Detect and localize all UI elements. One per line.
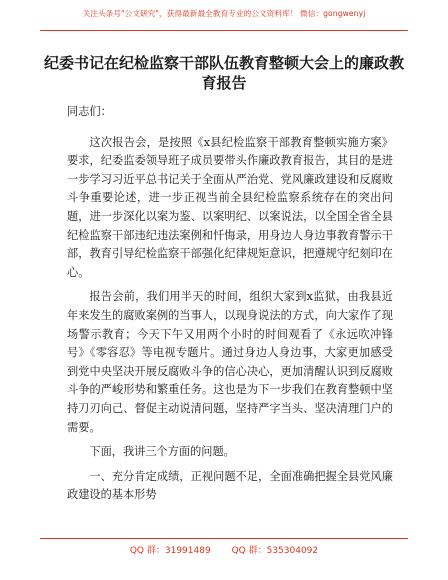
footer-divider <box>40 538 408 539</box>
banner-divider <box>40 30 408 31</box>
section-heading-1: 一、充分肯定成绩，正视问题不足，全面准确把握全县党风廉政建设的基本形势 <box>67 469 393 502</box>
banner-text: 关注头条号"公文研究"，获得最新最全教育专业的公文资料库！ 微信：gongwenyj <box>82 9 366 18</box>
footer <box>0 543 448 556</box>
document-title: 纪委书记在纪检监察干部队伍教育整顿大会上的廉政教育报告 <box>43 54 404 92</box>
greeting: 同志们： <box>67 105 112 118</box>
body-paragraph-2: 报告会前，我们用半天的时间，组织大家到x监狱，由我县近年来发生的腐败案例的当事人，以现身说法的方式，向大家作了现场警示教育；今天下午又用两个小时的时间观看了《永远吹冲锋号》《零容忍》等电视专题片。通过身边人身边事，大家更加感受到党中央坚决开展反腐败斗争的信心决心，更加清醒认识到反腐败斗争的严峻形势和繁重任务。这也是为下一步我们在教育整顿中坚持刀刃向己、督促主动说清问题，坚持严字当头、坚决清理门户的需要。 <box>67 290 393 434</box>
footer-qq-group-2: QQ 群：535304092 <box>231 546 319 556</box>
document-body <box>67 103 393 511</box>
body-paragraph-1: 这次报告会，是按照《x县纪检监察干部教育整顿实施方案》要求，纪委监委领导班子成员要带头作廉政教育报告，其目的是进一步学习习近平总书记关于全面从严治党、党风廉政建设和反腐败斗争重要论述，进一步正视当前全县纪检监察系统存在的突出问题，进一步深化以案为鉴、以案明纪、以案说法，以全国全省全县纪检监察干部违纪违法案例和忏悔录，用身边人身边事教育警示干部，教育引导纪检监察干部强化纪律规矩意识，把遵规守纪刻印在心。 <box>67 135 393 279</box>
footer-qq-group-1: QQ 群：31991489 <box>129 546 211 556</box>
top-banner <box>0 0 448 34</box>
body-paragraph-3: 下面，我讲三个方面的问题。 <box>89 445 235 459</box>
